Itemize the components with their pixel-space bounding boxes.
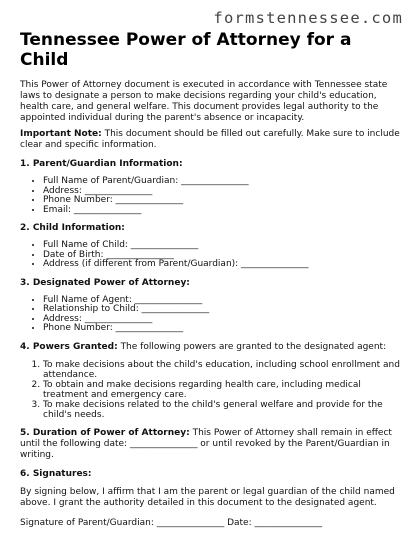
section-agent-list — [20, 296, 400, 334]
important-note — [20, 129, 400, 151]
list-item: 2. To obtain and make decisions regarding health care, including medical treatment and emergency care. — [43, 380, 400, 400]
list-item: • Address: _______________ — [43, 187, 400, 197]
document-page — [20, 30, 400, 529]
section-parent-list — [20, 177, 400, 215]
signatures-text: By signing below, I affirm that I am the parent or legal guardian of the child named above. I grant the authority detailed in this document to the designated agent. — [20, 486, 395, 508]
section-duration-text: This Power of Attorney shall remain in effect until the following date: _______________ or until revoked by the Parent/Guardian in writing. — [20, 427, 392, 460]
section-signatures-title: 6. Signatures: — [20, 468, 92, 479]
section-powers-text: The following powers are granted to the designated agent: — [117, 341, 387, 352]
list-item: 1. To make decisions about the child's education, including school enrollment and attendance. — [43, 360, 400, 380]
document-title: Tennessee Power of Attorney for a Child — [20, 30, 352, 70]
section-powers-title: 4. Powers Granted: — [20, 341, 118, 352]
list-item: • Relationship to Child: _______________ — [43, 305, 400, 315]
list-item: • Phone Number: _______________ — [43, 324, 400, 334]
watermark: formstennessee.com — [213, 9, 403, 27]
list-item: 3. To make decisions related to the child's general welfare and provide for the child's needs. — [43, 400, 400, 420]
important-note-text: This document should be filled out carefully. Make sure to include clear and specific information. — [20, 129, 400, 150]
section-powers-list — [20, 360, 400, 420]
list-item: • Full Name of Child: _______________ — [43, 241, 400, 251]
section-powers-heading — [20, 342, 400, 353]
intro-paragraph: This Power of Attorney document is executed in accordance with Tennessee state laws to designate a person to make decisions regarding your child's education, health care, and general welfare. This document provides legal authority to the appointed individual during the parent's absence or incapacity. — [20, 80, 388, 123]
list-item: • Date of Birth: _______________ — [43, 251, 400, 261]
list-item: • Full Name of Agent: _______________ — [43, 296, 400, 306]
section-parent-title: 1. Parent/Guardian Information: — [20, 159, 183, 169]
list-item: • Email: _______________ — [43, 206, 400, 216]
important-note-label: Important Note: — [20, 129, 102, 139]
signature-line: Signature of Parent/Guardian: _______________ Date: _______________ — [20, 517, 322, 528]
section-child-list — [20, 241, 400, 270]
list-item: • Address (if different from Parent/Guardian): _______________ — [43, 260, 400, 270]
section-duration-title: 5. Duration of Power of Attorney: — [20, 427, 190, 438]
section-agent-title: 3. Designated Power of Attorney: — [20, 277, 190, 288]
section-duration — [20, 428, 400, 461]
list-item: • Phone Number: _______________ — [43, 196, 400, 206]
list-item: • Address: _______________ — [43, 315, 400, 325]
list-item: • Full Name of Parent/Guardian: _______________ — [43, 177, 400, 187]
section-child-title: 2. Child Information: — [20, 223, 125, 233]
